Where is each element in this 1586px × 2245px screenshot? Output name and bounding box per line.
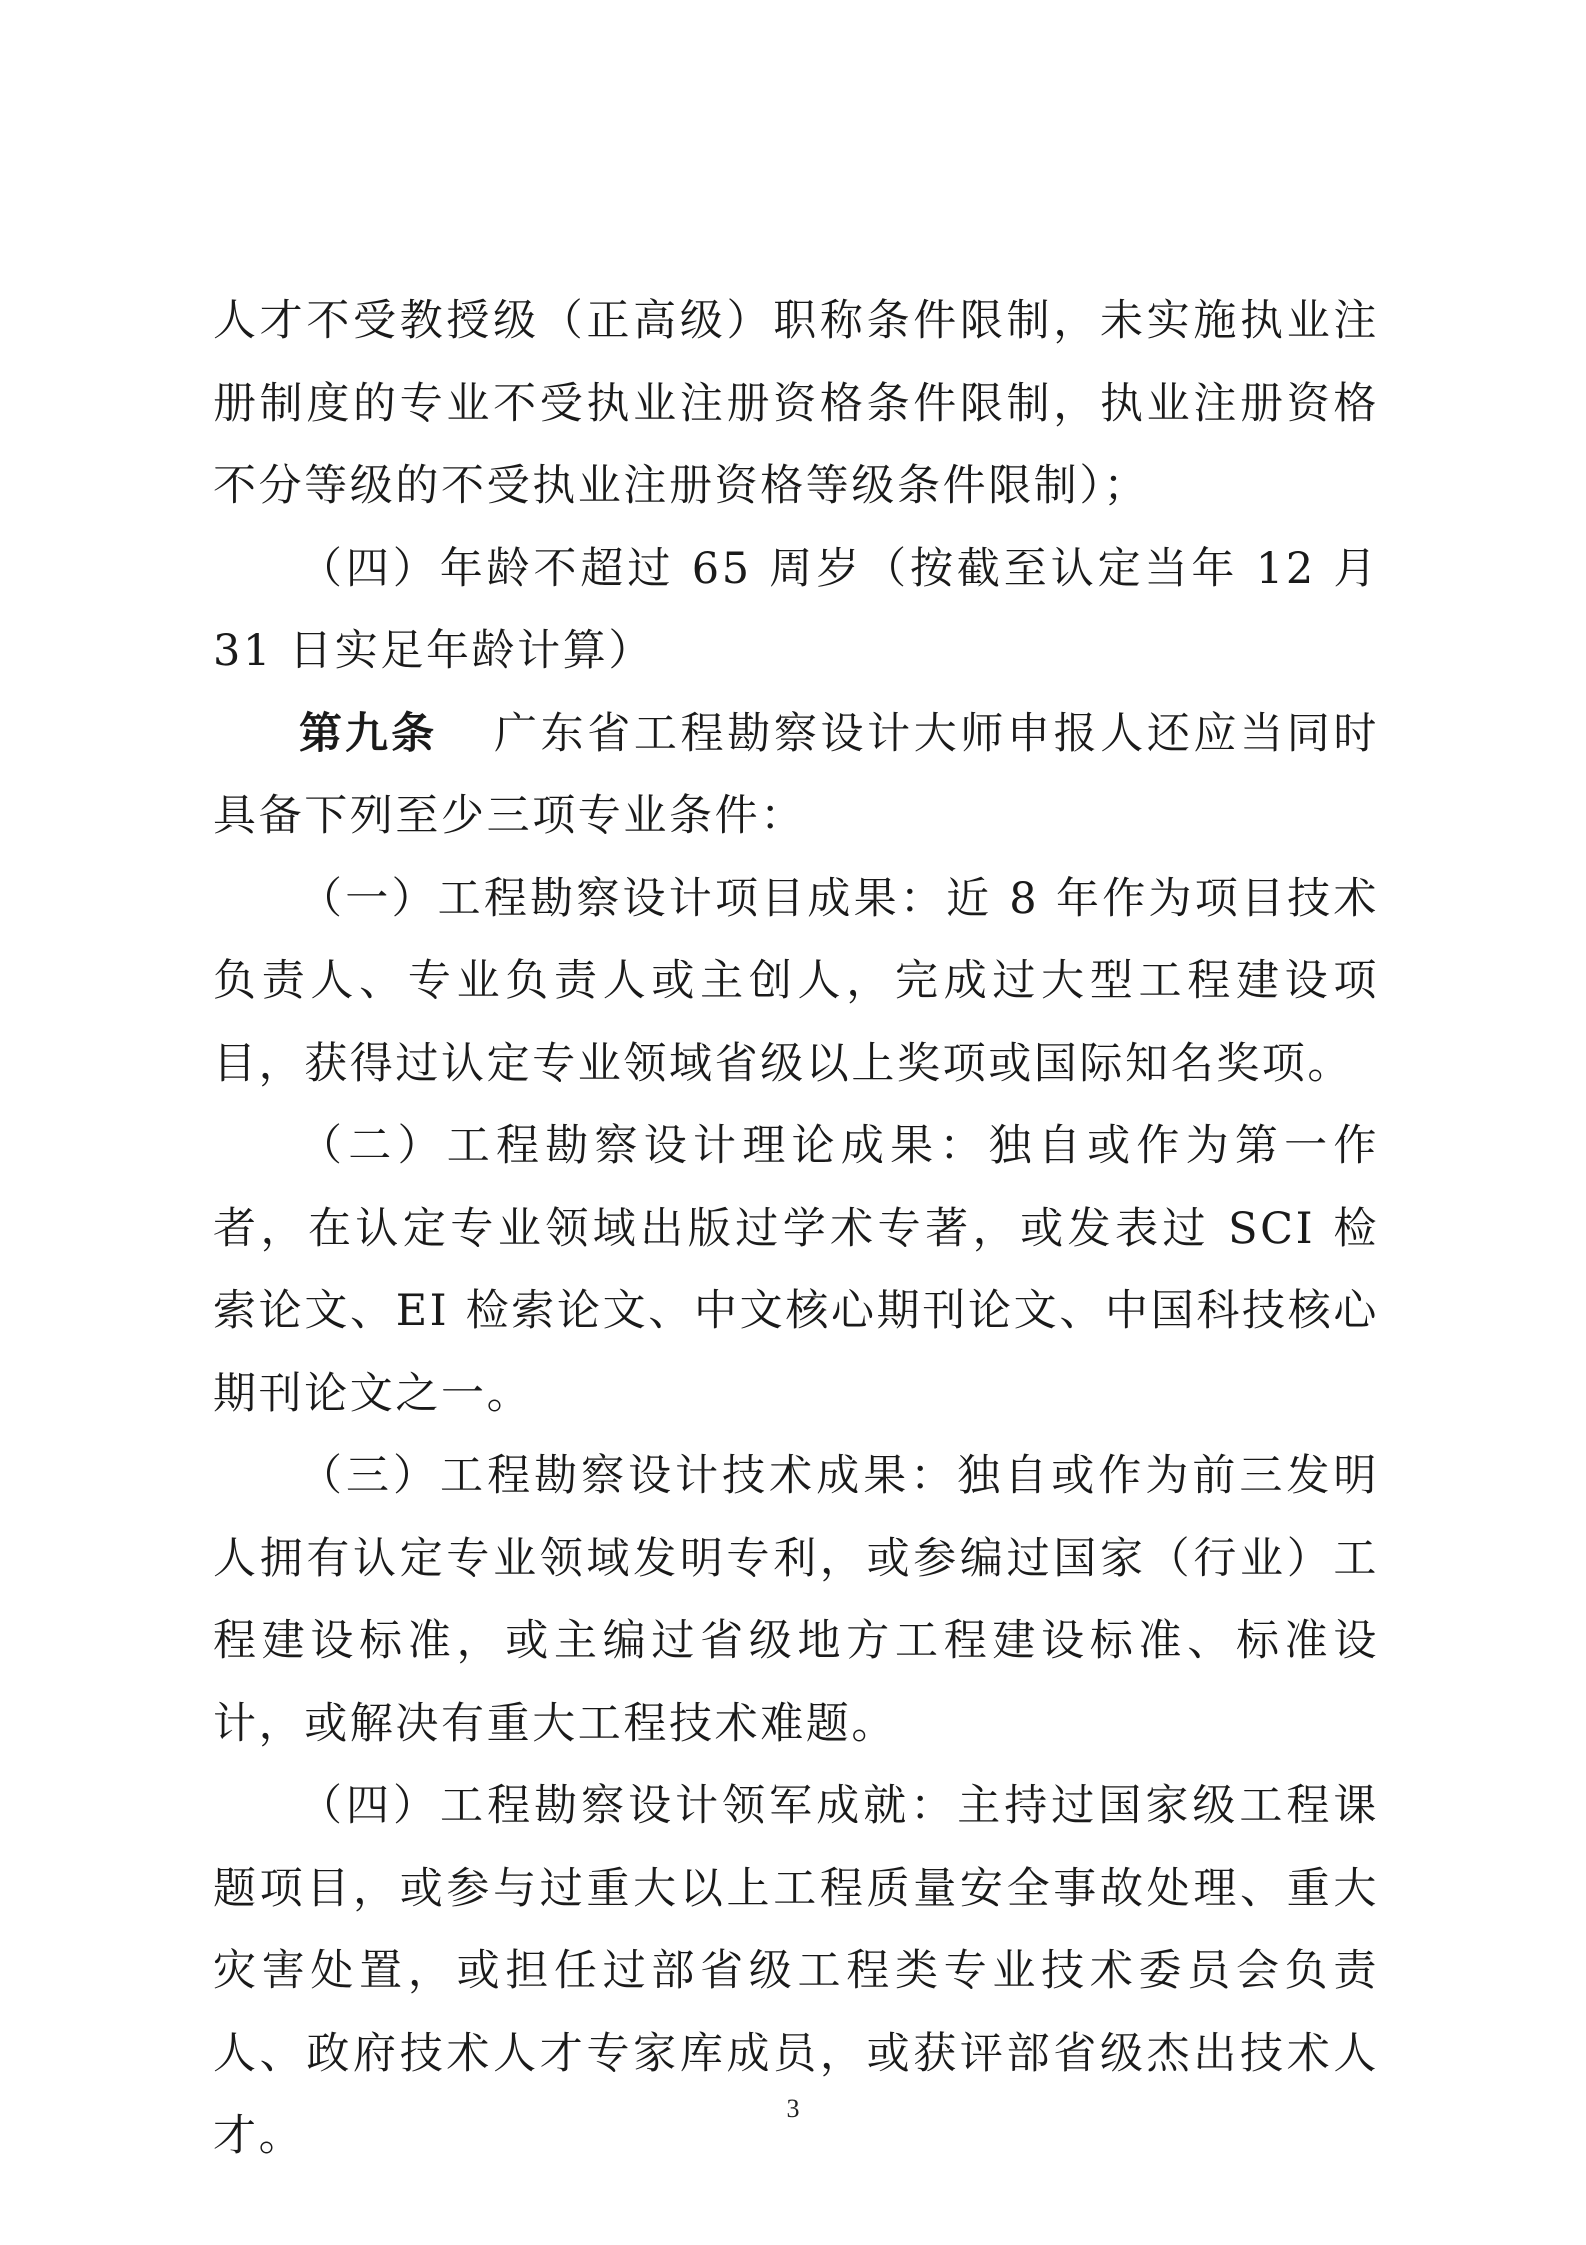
paragraph-leadership-achievement: （四）工程勘察设计领军成就：主持过国家级工程课题项目，或参与过重大以上工程质量安全事故处理、重大灾害处置，或担任过部省级工程类专业技术委员会负责人、政府技术人才专家库成员，或获评部省级杰出技术人才。 [213, 1781, 1379, 2161]
paragraph-project-achievement: （一）工程勘察设计项目成果：近 8 年作为项目技术负责人、专业负责人或主创人，完成过大型工程建设项目，获得过认定专业领域省级以上奖项或国际知名奖项。 [213, 873, 1379, 1089]
article-nine-text: 广东省工程勘察设计大师申报人还应当同时具备下列至少三项专业条件： [213, 708, 1380, 841]
document-body [213, 280, 1379, 2178]
paragraph-age-condition: （四）年龄不超过 65 周岁（按截至认定当年 12 月 31 日实足年龄计算） [213, 543, 1379, 676]
paragraph-theory-achievement: （二）工程勘察设计理论成果：独自或作为第一作者，在认定专业领域出版过学术专著，或发表过 SCI 检索论文、EI 检索论文、中文核心期刊论文、中国科技核心期刊论文之一。 [213, 1121, 1379, 1419]
paragraph-article-nine [213, 693, 1379, 858]
article-heading: 第九条 [299, 708, 438, 759]
paragraph-technical-achievement: （三）工程勘察设计技术成果：独自或作为前三发明人拥有认定专业领域发明专利，或参编过国家（行业）工程建设标准，或主编过省级地方工程建设标准、标准设计，或解决有重大工程技术难题。 [213, 1451, 1379, 1749]
paragraph-continuation: 人才不受教授级（正高级）职称条件限制，未实施执业注册制度的专业不受执业注册资格条件限制，执业注册资格不分等级的不受执业注册资格等级条件限制）； [213, 296, 1379, 511]
page-number: 3 [786, 2094, 800, 2123]
